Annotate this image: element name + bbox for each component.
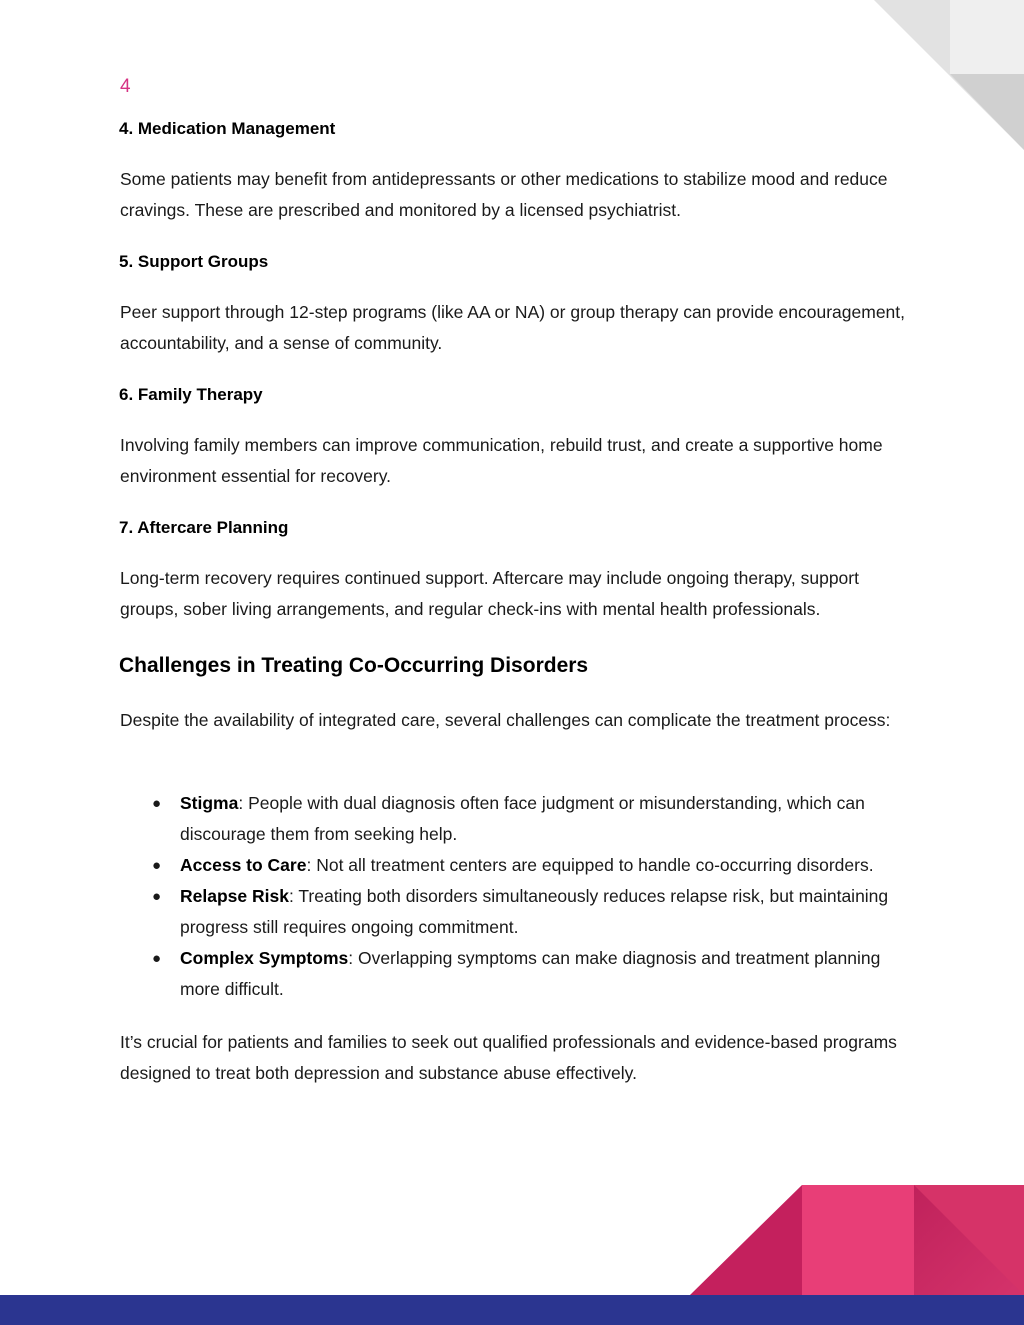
challenge-term: Access to Care (180, 855, 307, 875)
section-text-support-groups: Peer support through 12-step programs (like AA or NA) or group therapy can provide encouragement, accountability, and a sense of community. (120, 302, 906, 353)
page-number: 4 (120, 76, 131, 97)
section-heading-support-groups: 5. Support Groups (119, 252, 269, 271)
top-right-decoration (870, 0, 1024, 150)
bullet-dot-icon: ● (152, 888, 162, 905)
footer-bar (0, 1295, 1024, 1325)
bottom-right-decoration (690, 1185, 1024, 1295)
section-heading-family-therapy: 6. Family Therapy (119, 385, 263, 404)
challenge-item-stigma (120, 788, 920, 850)
challenge-term: Stigma (180, 793, 239, 813)
challenge-term: Complex Symptoms (180, 948, 349, 968)
section-text-aftercare-planning: Long-term recovery requires continued support. Aftercare may include ongoing therapy, support groups, sober living arrangements, and regular check-ins with mental health professionals. (120, 568, 859, 619)
section-text-family-therapy: Involving family members can improve communication, rebuild trust, and create a supportive home environment essential for recovery. (120, 435, 883, 486)
challenge-text: : Treating both disorders simultaneously reduces relapse risk, but maintaining progress still requires ongoing commitment. (180, 886, 889, 937)
bullet-dot-icon: ● (152, 795, 162, 812)
section-heading-aftercare-planning: 7. Aftercare Planning (119, 518, 289, 537)
bullet-dot-icon: ● (152, 857, 162, 874)
challenge-text: : People with dual diagnosis often face judgment or misunderstanding, which can discourage them from seeking help. (180, 793, 865, 844)
challenge-text: : Not all treatment centers are equipped to handle co-occurring disorders. (306, 855, 874, 875)
section-text-medication-management: Some patients may benefit from antidepressants or other medications to stabilize mood and reduce cravings. These are prescribed and monitored by a licensed psychiatrist. (120, 169, 888, 220)
challenge-text: : Overlapping symptoms can make diagnosis and treatment planning more difficult. (180, 948, 881, 999)
bullet-dot-icon: ● (152, 950, 162, 967)
section-heading-medication-management: 4. Medication Management (119, 119, 336, 138)
challenge-item-access-to-care (120, 850, 920, 881)
challenges-list (120, 788, 920, 1005)
challenges-intro: Despite the availability of integrated care, several challenges can complicate the treatment process: (120, 710, 891, 730)
challenge-item-complex-symptoms (120, 943, 920, 1005)
closing-paragraph: It’s crucial for patients and families to seek out qualified professionals and evidence-based programs designed to treat both depression and substance abuse effectively. (120, 1032, 897, 1083)
challenge-term: Relapse Risk (180, 886, 289, 906)
challenges-heading: Challenges in Treating Co-Occurring Disorders (119, 654, 589, 677)
challenge-item-relapse-risk (120, 881, 920, 943)
